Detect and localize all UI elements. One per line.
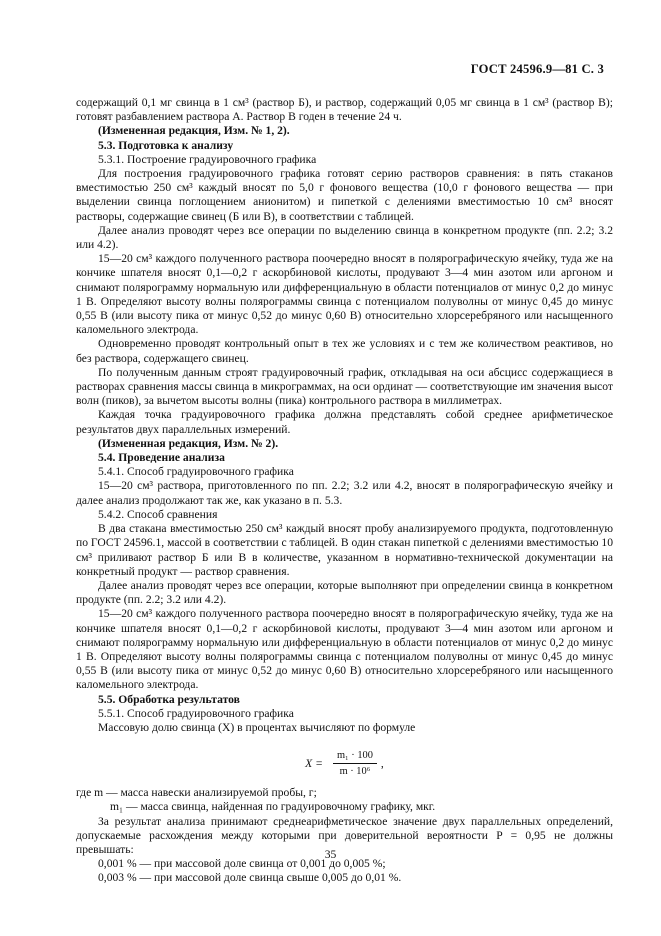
subsection-heading: 5.3.1. Построение градуировочного графика	[98, 152, 317, 166]
section-heading: 5.4. Проведение анализа	[98, 451, 225, 465]
tolerance-item: 0,003 % — при массовой доле свинца свыше 0,005 до 0,01 %.	[98, 871, 402, 885]
variable-definition: где m — масса навески анализируемой пробы, г;	[76, 786, 317, 800]
formula-denominator: m · 10⁶	[339, 766, 371, 778]
paragraph: 15—20 см³ каждого полученного раствора поочередно вносят в полярографическую ячейку, туда же на кончике шпателя вносят 0,1—0,2 г аскорбиновой кислоты, продувают 3—4 мин азотом или аргоном и снимают полярограмму нормальную или дифференциальную в области потенциалов от минус 0,2 до минус 1 В. Определяют высоту волны полярограммы свинца с потенциалом полуволны от минус 0,45 до минус 0,55 В (или высоту пика от минус 0,52 до минус 0,60 В) относительно хлорсеребряного или насыщенного каломельного электрода.	[76, 607, 613, 692]
document-body	[76, 96, 613, 886]
paragraph: За результат анализа принимают среднеарифметическое значение двух параллельных определений, допускаемые расхождения между которыми при доверительной вероятности P = 0,95 не должны превышать:	[76, 814, 613, 856]
paragraph: 15—20 см³ раствора, приготовленного по пп. 2.2; 3.2 или 4.2, вносят в полярографическую ячейку и далее анализ продолжают так же, как указано в п. 5.3.	[76, 479, 613, 507]
subsection-heading: 5.4.1. Способ градуировочного графика	[98, 465, 294, 479]
formula-trail: ,	[380, 756, 384, 770]
amendment-note: (Измененная редакция, Изм. № 2).	[98, 436, 279, 450]
paragraph: Массовую долю свинца (X) в процентах вычисляют по формуле	[98, 720, 416, 734]
paragraph: Одновременно проводят контрольный опыт в тех же условиях и с тем же количеством реактивов, но без раствора, содержащего свинец.	[76, 337, 613, 365]
section-heading: 5.5. Обработка результатов	[98, 692, 240, 706]
paragraph: Для построения градуировочного графика готовят серию растворов сравнения: в пять стаканов вместимостью 250 см³ каждый вносят по 5,0 г фонового вещества (10,0 г фонового вещества — при выделении свинца поглощением анионитом) и пипеткой с делениями вместимостью 10 см³ вносят растворы, содержащие свинец (Б или В), в соответствии с таблицей.	[76, 167, 613, 223]
paragraph: Далее анализ проводят через все операции по выделению свинца в конкретном продукте (пп. 2.2; 3.2 или 4.2).	[76, 223, 613, 252]
subsection-heading: 5.4.2. Способ сравнения	[98, 507, 218, 521]
paragraph: 15—20 см³ каждого полученного раствора поочередно вносят в полярографическую ячейку, туда же на кончике шпателя вносят 0,1—0,2 г аскорбиновой кислоты, продувают 3—4 мин азотом или аргоном и снимают полярограмму нормальную или дифференциальную в области потенциалов от минус 0,2 до минус 1 В. Определяют высоту волны полярограммы свинца с потенциалом полуволны от минус 0,45 до минус 0,55 В (или высоту пика от минус 0,52 до минус 0,60 В) относительно хлорсеребряного или насыщенного каломельного электрода.	[76, 252, 613, 337]
page-number: 35	[324, 848, 337, 861]
section-heading: 5.3. Подготовка к анализу	[98, 138, 234, 152]
amendment-note: (Измененная редакция, Изм. № 1, 2).	[98, 124, 290, 138]
mass-fraction-formula	[76, 749, 613, 778]
formula-numerator: m₁ · 100	[333, 749, 377, 764]
standard-header: ГОСТ 24596.9—81 С. 3	[470, 62, 604, 76]
paragraph: В два стакана вместимостью 250 см³ каждый вносят пробу анализируемого продукта, подготовленную по ГОСТ 24596.1, массой в соответствии с таблицей. В один стакан пипеткой с делениями вместимостью 10 см³ приливают раствор Б или В в количестве, указанном в нормативно-технической документации на конкретный продукт — раствор сравнения.	[76, 522, 613, 578]
variable-definition: m₁ — масса свинца, найденная по градуировочному графику, мкг.	[110, 800, 436, 814]
subsection-heading: 5.5.1. Способ градуировочного графика	[98, 706, 294, 720]
formula-lhs: X =	[305, 756, 323, 770]
tolerance-item: 0,001 % — при массовой доле свинца от 0,001 до 0,005 %;	[98, 857, 386, 871]
paragraph: Каждая точка градуировочного графика должна представлять собой среднее арифметическое результатов двух параллельных измерений.	[76, 408, 613, 436]
paragraph: содержащий 0,1 мг свинца в 1 см³ (раствор Б), и раствор, содержащий 0,05 мг свинца в 1 см³ (раствор В); готовят разбавлением раствора А. Раствор В годен в течение 24 ч.	[76, 96, 613, 124]
paragraph: Далее анализ проводят через все операции, которые выполняют при определении свинца в конкретном продукте (пп. 2.2; 3.2 или 4.2).	[76, 578, 613, 607]
formula-fraction	[333, 749, 377, 778]
paragraph: По полученным данным строят градуировочный график, откладывая на оси абсцисс содержащиеся в растворах сравнения массы свинца в микрограммах, на оси ординат — соответствующие им значения высот волн (пиков), за вычетом высоты волны (пика) контрольного раствора в миллиметрах.	[76, 365, 613, 408]
